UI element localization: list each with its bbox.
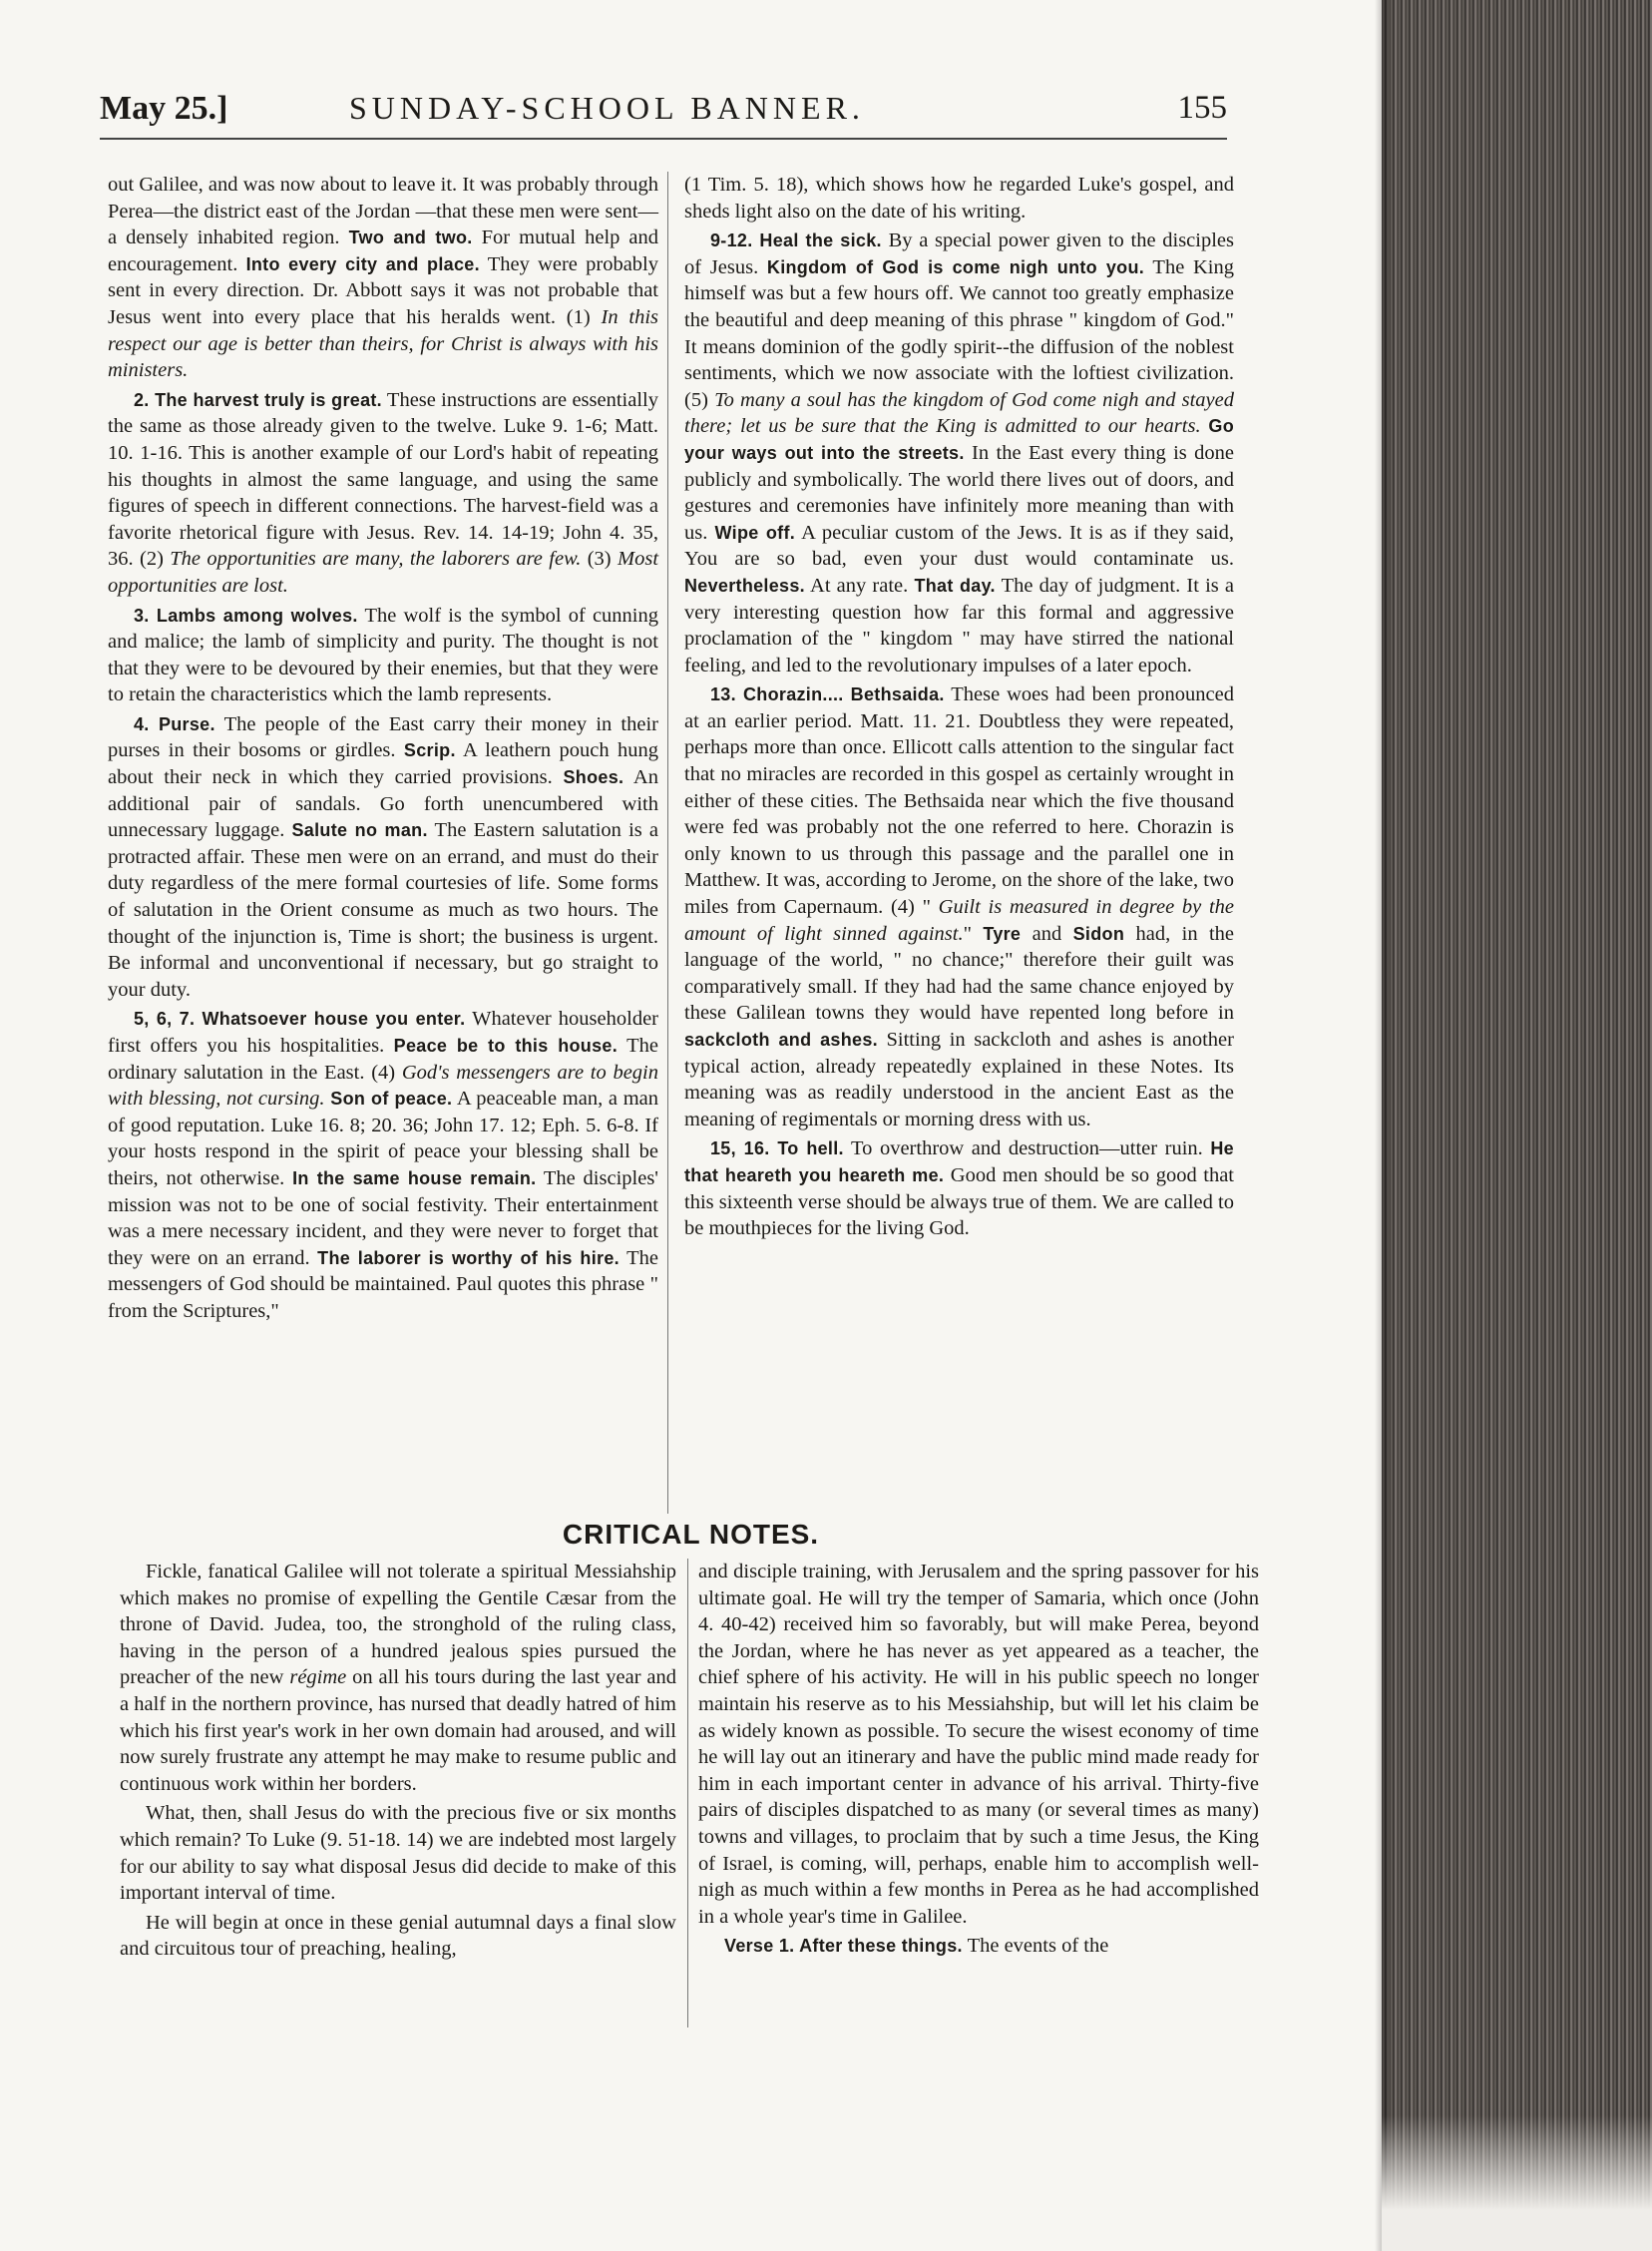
header-rule: [100, 138, 1227, 140]
paragraph: [684, 172, 1234, 225]
body-text: To overthrow and destruction—utter ruin.: [843, 1137, 1211, 1160]
left-column: [108, 172, 658, 1328]
bold-heading-text: That day.: [914, 575, 996, 596]
body-text: out Galilee, and was now about to leave it. It was probably through Perea—the district east of the Jordan —that these men were sent—a densely inhabited region.: [108, 174, 658, 249]
body-text: An additional pair of sandals. Go forth unencumbered with unnecessary luggage.: [108, 766, 658, 842]
right-column: [684, 172, 1234, 1245]
body-text: The day of judgment. It is a very interesting question how far this formal and aggressive proclamation of the " kingdom " may have stirred the national feeling, and led to the revolutionary impulses of a later epoch.: [684, 574, 1234, 676]
paragraph: [108, 603, 658, 708]
body-text: Whatever householder first offers you his hospitalities.: [108, 1008, 659, 1057]
bold-heading-text: Salute no man.: [291, 820, 428, 841]
bold-heading-text: Shoes.: [563, 767, 624, 788]
book-page-edges: [1382, 0, 1652, 2251]
body-text: For mutual help and encouragement.: [108, 226, 659, 275]
bold-heading-text: 13. Chorazin.... Bethsaida.: [710, 684, 945, 705]
bold-heading-text: Sidon: [1072, 923, 1125, 944]
paragraph: [698, 1559, 1259, 1930]
italic-text: Guilt is measured in degree by the amount of light sinned against.: [684, 896, 1234, 945]
body-text: A leathern pouch hung about their neck in which they carried provisions.: [108, 739, 658, 789]
bold-heading-text: Two and two.: [348, 227, 473, 248]
body-text: These instructions are essentially the same as those already given to the twelve. Luke 9. 1-6; Matt. 10. 1-16. This is another example of our Lord's habit of repeating his thoughts in almost the same language, and using the same figures of speech in different connections. The harvest-field was a favorite rhetorical figure with Jesus. Rev. 14. 14-19; John 4. 35, 36. (2): [108, 388, 658, 571]
italic-text: God's messengers are to begin with blessing, not cursing.: [108, 1061, 658, 1111]
paragraph: [120, 1910, 676, 1963]
bold-heading-text: Tyre: [983, 923, 1022, 944]
bold-heading-text: Into every city and place.: [245, 253, 480, 274]
bold-heading-text: Nevertheless.: [684, 575, 805, 596]
paragraph: [120, 1800, 676, 1906]
bold-heading-text: Kingdom of God is come nigh unto you.: [766, 256, 1145, 277]
critical-column-divider: [687, 1559, 688, 2027]
body-text: (1 Tim. 5. 18), which shows how he regarded Luke's gospel, and sheds light also on the date of his writing.: [684, 174, 1234, 223]
bold-heading-text: 2. The harvest truly is great.: [134, 389, 382, 410]
body-text: What, then, shall Jesus do with the precious five or six months which remain? To Luke (9. 51-18. 14) we are indebted most largely for our ability to say what disposal Jesus did decide to make of this important interval of time.: [120, 1802, 676, 1905]
paragraph: [120, 1559, 676, 1797]
bold-heading-text: Go your ways out into the streets.: [684, 416, 1234, 463]
bold-heading-text: 15, 16. To hell.: [710, 1138, 844, 1159]
body-text: The events of the: [962, 1935, 1109, 1958]
body-text: The disciples' mission was not to be one of social festivity. Their entertainment was a mere necessary incident, and they were never to forget that they were on an errand.: [108, 1166, 658, 1269]
bold-heading-text: 5, 6, 7. Whatsoever house you enter.: [134, 1009, 466, 1030]
body-text: The King himself was but a few hours off. We cannot too greatly emphasize the beautiful and deep meaning of this phrase " kingdom of God." It means dominion of the godly spirit--the diffusion of the noblest sentiments, which we now associate with the loftiest civilization. (5): [684, 255, 1234, 411]
header-date: May 25.]: [100, 90, 228, 127]
critical-notes-left-column: [120, 1559, 676, 1966]
body-text: A peaceable man, a man of good reputation. Luke 16. 8; 20. 36; John 17. 12; Eph. 5. 6-8. If your hosts respond in the spirit of peace your blessing shall be theirs, not otherwise.: [108, 1088, 658, 1189]
paragraph: [684, 227, 1234, 678]
column-divider: [667, 172, 668, 1514]
body-text: At any rate.: [804, 574, 915, 597]
body-text: Good men should be so good that this sixteenth verse should be always true of them. We are called to be mouthpieces for the living God.: [684, 1163, 1234, 1240]
critical-notes-heading: CRITICAL NOTES.: [562, 1519, 820, 1550]
bold-heading-text: Verse 1. After these things.: [724, 1936, 963, 1957]
paragraph: [698, 1933, 1259, 1960]
page-number: 155: [1177, 90, 1227, 126]
body-text: Fickle, fanatical Galilee will not tolerate a spiritual Messiahship which makes no promise of expelling the Gentile Cæsar from the throne of David. Judea, too, the stronghold of the ruling class, having in the person of a hundred jealous spies pursued the preacher of the new: [120, 1561, 676, 1689]
italic-text: To many a soul has the kingdom of God come nigh and stayed there; let us be sure that the King is admitted to our hearts.: [684, 388, 1234, 438]
italic-text: In this respect our age is better than theirs, for Christ is always with his ministers.: [108, 305, 658, 382]
body-text: A peculiar custom of the Jews. It is as if they said, You are so bad, even your dust would contaminate us.: [684, 521, 1235, 571]
body-text: The wolf is the symbol of cunning and malice; the lamb of simplicity and purity. The thought is not that they were to be devoured by their enemies, but that they were to retain the characteristics which the lamb represents.: [108, 604, 658, 706]
body-text: The messengers of God should be maintained. Paul quotes this phrase " from the Scriptures,": [108, 1246, 658, 1322]
bold-heading-text: 4. Purse.: [134, 713, 215, 734]
header-title: SUNDAY-SCHOOL BANNER.: [349, 90, 865, 126]
paragraph: [108, 172, 658, 384]
body-text: on all his tours during the last year and a half in the northern province, has nursed that deadly hatred of him which his first year's work in her own domain had aroused, and will now surely frustrate any attempt he may make to resume public and continuous work within her borders.: [120, 1666, 676, 1795]
paragraph: [684, 681, 1234, 1132]
bold-heading-text: sackcloth and ashes.: [684, 1030, 878, 1050]
italic-text: régime: [289, 1666, 347, 1689]
body-text: had, in the language of the world, " no chance;" therefore their guilt was comparatively small. If they had had the same chance enjoyed by these Galilean towns they would have repented long before in: [684, 922, 1234, 1025]
body-text: They were probably sent in every direction. Dr. Abbott says it was not probable that Jesus went into every place that his heralds went. (1): [108, 252, 659, 328]
page-edge-fade: [1382, 2115, 1652, 2251]
body-text: The ordinary salutation in the East. (4): [108, 1035, 658, 1084]
running-header: [100, 82, 1227, 142]
body-text: and disciple training, with Jerusalem and the spring passover for his ultimate goal. He will try the temper of Samaria, which once (John 4. 40-42) received him so favorably, but will make Perea, beyond the Jordan, where he has never as yet appeared as a teacher, the chief sphere of his activity. He will in his public speech no longer maintain his reserve as to his Messiahship, but will let his claim be as widely known as possible. To secure the wisest economy of time he will lay out an itinerary and have the public mind made ready for him in each important center in advance of his arrival. Thirty-five pairs of disciples dispatched to as many (or several times as many) towns and villages, to proclaim that by such a time Jesus, the King of Israel, is coming, will, perhaps, enable him to accomplish well-nigh as much within a few months in Perea as he had accomplished in a whole year's time in Galilee.: [698, 1561, 1259, 1928]
critical-notes-right-column: [698, 1559, 1259, 1963]
bold-heading-text: He that heareth you heareth me.: [684, 1138, 1234, 1185]
paragraph: [684, 1135, 1234, 1241]
bold-heading-text: Son of peace.: [330, 1089, 453, 1110]
paragraph: [108, 1006, 658, 1324]
paragraph: [108, 711, 658, 1004]
body-text: ": [963, 922, 984, 945]
body-text: Sitting in sackcloth and ashes is another typical action, already repeatedly explained in these Notes. Its meaning was as readily understood in the ancient East as the meaning of regimentals or morning dress with us.: [684, 1029, 1234, 1130]
paragraph: [108, 387, 658, 600]
body-text: and: [1021, 922, 1073, 945]
body-text: In the East every thing is done publicly and symbolically. The world there lives out of doors, and gestures and ceremonies have infinitely more meaning than with us.: [684, 441, 1234, 544]
binding-shadow: [1375, 0, 1389, 2251]
body-text: By a special power given to the disciples of Jesus.: [684, 229, 1234, 278]
body-text: The people of the East carry their money in their purses in their bosoms or girdles.: [108, 712, 658, 762]
body-text: These woes had been pronounced at an earlier period. Matt. 11. 21. Doubtless they were repeated, perhaps more than once. Ellicott calls attention to the singular fact that no miracles are recorded in this gospel as certainly wrought in either of these cities. The Bethsaida near which the five thousand were fed was probably not the one referred to here. Chorazin is only known to us through this passage and the parallel one in Matthew. It was, according to Jerome, on the shore of the lake, two miles from Capernaum. (4) ": [684, 683, 1234, 919]
bold-heading-text: In the same house remain.: [292, 1167, 537, 1188]
bold-heading-text: 3. Lambs among wolves.: [134, 605, 358, 626]
body-text: (3): [581, 548, 619, 571]
bold-heading-text: Wipe off.: [714, 522, 796, 543]
body-text: The Eastern salutation is a protracted affair. These men were on an errand, and must do their duty regardless of the mere formal courtesies of life. Some forms of salutation in the Orient consume as much as two hours. The thought of the injunction is, Time is short; the business is urgent. Be informal and unconventional if necessary, but go straight to your duty.: [108, 819, 658, 1001]
bold-heading-text: Peace be to this house.: [393, 1036, 618, 1056]
bold-heading-text: 9-12. Heal the sick.: [710, 230, 882, 251]
italic-text: The opportunities are many, the laborers are few.: [170, 548, 582, 571]
bold-heading-text: The laborer is worthy of his hire.: [317, 1247, 620, 1268]
bold-heading-text: Scrip.: [403, 740, 456, 761]
italic-text: Most opportunities are lost.: [108, 548, 659, 597]
body-text: He will begin at once in these genial autumnal days a final slow and circuitous tour of preaching, healing,: [120, 1911, 676, 1961]
